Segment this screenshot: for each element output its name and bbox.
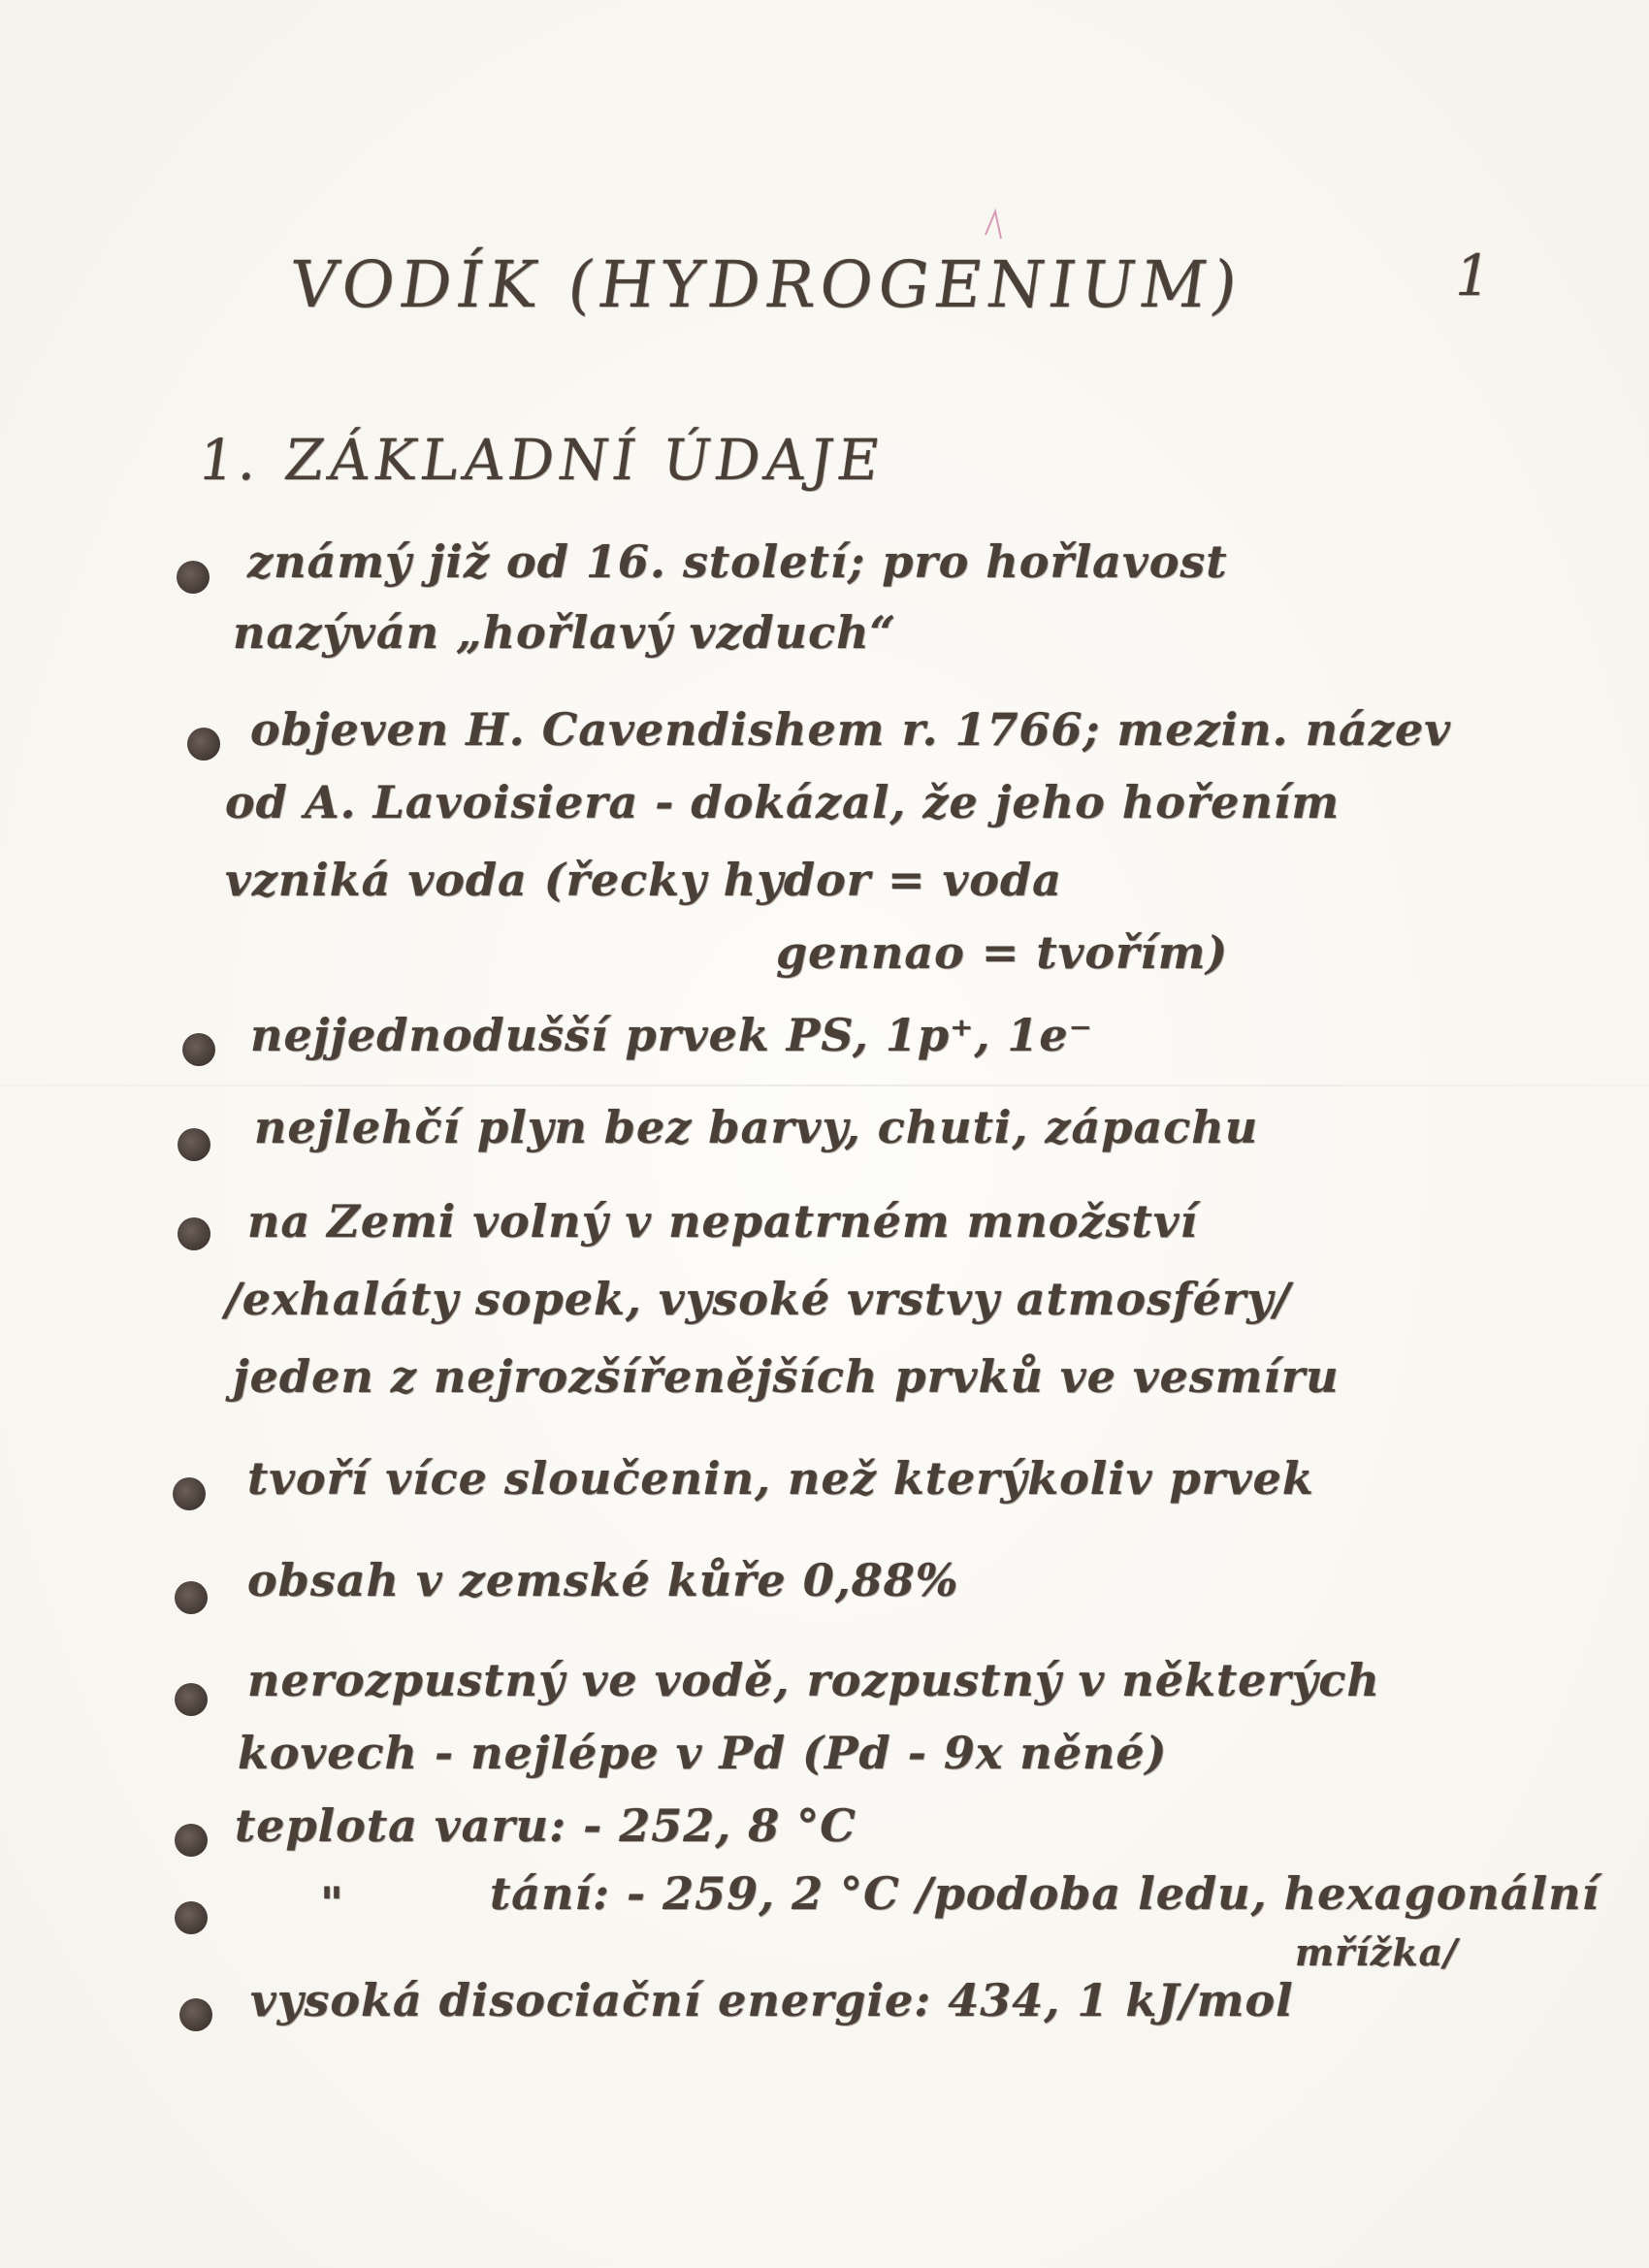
list-item-line: nerozpustný ve vodě, rozpustný v některých <box>247 1654 1380 1706</box>
list-item-line: /exhaláty sopek, vysoké vrstvy atmosféry/ <box>225 1273 1291 1325</box>
bullet-icon <box>178 1128 210 1161</box>
list-item-line: nejlehčí plyn bez barvy, chuti, zápachu <box>254 1101 1259 1153</box>
list-item-line: jeden z nejrozšířenějších prvků ve vesmíru <box>233 1350 1340 1403</box>
list-item-line: teplota varu: - 252, 8 °C <box>235 1799 857 1852</box>
bullet-icon <box>175 1824 208 1857</box>
bullet-icon <box>175 1581 208 1614</box>
bullet-icon <box>175 1901 208 1934</box>
bullet-icon <box>173 1477 206 1510</box>
bullet-icon <box>175 1683 208 1716</box>
ditto-mark: " <box>320 1877 344 1929</box>
list-item-line: známý již od 16. století; pro hořlavost <box>247 535 1228 588</box>
bullet-icon <box>179 1998 212 2031</box>
list-item-line: obsah v zemské kůře 0,88% <box>247 1554 959 1606</box>
pink-pencil-mark <box>982 206 1007 244</box>
list-item-line: nejjednodušší prvek PS, 1p⁺, 1e⁻ <box>250 1009 1093 1061</box>
bullet-icon <box>182 1033 215 1066</box>
bullet-icon <box>187 728 220 761</box>
fold-line <box>0 1085 1649 1086</box>
list-item-line: kovech - nejlépe v Pd (Pd - 9x něné) <box>238 1727 1168 1779</box>
bullet-icon <box>178 1217 210 1250</box>
list-item-line: vysoká disociační energie: 434, 1 kJ/mol <box>250 1974 1294 2026</box>
page-title: VODÍK (HYDROGENIUM) <box>285 247 1248 322</box>
list-item-line: tvoří více sloučenin, než kterýkoliv prvek <box>247 1452 1314 1505</box>
bullet-icon <box>177 561 210 594</box>
list-item-line: nazýván „hořlavý vzduch“ <box>233 606 897 659</box>
list-item-line: objeven H. Cavendishem r. 1766; mezin. název <box>250 703 1451 756</box>
page-number: 1 <box>1455 243 1492 308</box>
list-item-line: od A. Lavoisiera - dokázal, že jeho hořením <box>225 776 1341 828</box>
list-item-line: mřížka/ <box>1295 1930 1459 1974</box>
list-item-line: tání: - 259, 2 °C /podoba ledu, hexagonální <box>490 1867 1600 1920</box>
list-item-line: vzniká voda (řecky hydor = voda <box>225 854 1062 906</box>
list-item-line: gennao = tvořím) <box>776 926 1229 979</box>
list-item-line: na Zemi volný v nepatrném množství <box>247 1195 1198 1247</box>
section-heading: 1. ZÁKLADNÍ ÚDAJE <box>194 427 889 493</box>
